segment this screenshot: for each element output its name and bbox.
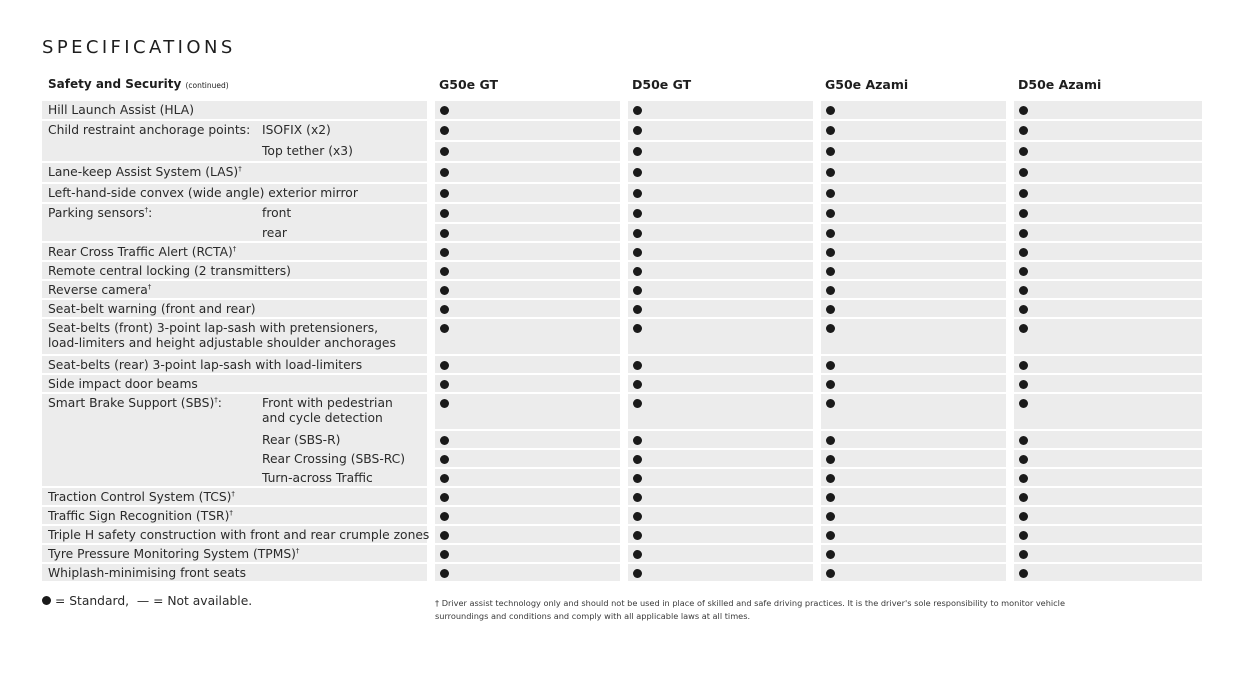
value-cell — [821, 375, 1006, 392]
table-row — [42, 488, 1202, 507]
value-cell — [628, 204, 813, 222]
standard-dot-icon — [1019, 168, 1028, 177]
standard-dot-icon — [42, 596, 51, 605]
standard-dot-icon — [440, 106, 449, 115]
standard-dot-icon — [826, 267, 835, 276]
standard-dot-icon — [826, 361, 835, 370]
value-cell — [821, 163, 1006, 182]
standard-dot-icon — [826, 168, 835, 177]
variant-header-g50e-azami: G50e Azami — [825, 77, 909, 92]
value-cell — [1014, 101, 1202, 119]
value-cell — [435, 375, 620, 392]
standard-dot-icon — [633, 512, 642, 521]
standard-dot-icon — [633, 550, 642, 559]
value-cell — [435, 121, 620, 140]
table-row — [42, 469, 1202, 488]
value-cell — [435, 507, 620, 524]
standard-dot-icon — [440, 248, 449, 257]
standard-dot-icon — [633, 436, 642, 445]
value-cell — [628, 163, 813, 182]
table-row — [42, 281, 1202, 300]
value-cell — [628, 545, 813, 562]
table-row — [42, 243, 1202, 262]
value-cell — [435, 545, 620, 562]
standard-dot-icon — [826, 286, 835, 295]
standard-dot-icon — [633, 267, 642, 276]
feature-label: Smart Brake Support (SBS)†: — [48, 396, 222, 410]
standard-dot-icon — [633, 147, 642, 156]
value-cell — [628, 243, 813, 260]
value-cell — [435, 101, 620, 119]
table-row — [42, 356, 1202, 375]
feature-label: Lane-keep Assist System (LAS)† — [48, 165, 242, 179]
value-cell — [628, 262, 813, 279]
standard-dot-icon — [440, 229, 449, 238]
value-cell — [628, 375, 813, 392]
standard-dot-icon — [1019, 126, 1028, 135]
standard-dot-icon — [1019, 493, 1028, 502]
value-cell — [821, 545, 1006, 562]
standard-dot-icon — [440, 286, 449, 295]
value-cell — [435, 319, 620, 354]
value-cell — [821, 281, 1006, 298]
value-cell — [1014, 488, 1202, 505]
standard-dot-icon — [1019, 229, 1028, 238]
standard-dot-icon — [633, 189, 642, 198]
standard-dot-icon — [826, 550, 835, 559]
standard-dot-icon — [633, 455, 642, 464]
value-cell — [1014, 545, 1202, 562]
standard-dot-icon — [826, 126, 835, 135]
table-row — [42, 204, 1202, 224]
feature-sub-label: Top tether (x3) — [262, 144, 353, 158]
standard-dot-icon — [1019, 399, 1028, 408]
standard-dot-icon — [633, 248, 642, 257]
value-cell — [628, 281, 813, 298]
value-cell — [821, 450, 1006, 467]
standard-dot-icon — [1019, 209, 1028, 218]
standard-dot-icon — [826, 436, 835, 445]
value-cell — [1014, 204, 1202, 222]
value-cell — [435, 394, 620, 429]
standard-dot-icon — [1019, 550, 1028, 559]
legend-standard: = Standard, — [55, 594, 130, 608]
value-cell — [435, 488, 620, 505]
standard-dot-icon — [1019, 324, 1028, 333]
value-cell — [821, 356, 1006, 373]
standard-dot-icon — [440, 493, 449, 502]
table-row — [42, 526, 1202, 545]
feature-sub-label: front — [262, 206, 292, 220]
standard-dot-icon — [440, 474, 449, 483]
table-row — [42, 319, 1202, 356]
value-cell — [628, 300, 813, 317]
value-cell — [1014, 121, 1202, 140]
table-row — [42, 507, 1202, 526]
legend — [42, 594, 252, 608]
value-cell — [821, 101, 1006, 119]
feature-label: Left-hand-side convex (wide angle) exterior mirror — [48, 186, 358, 200]
standard-dot-icon — [440, 147, 449, 156]
value-cell — [1014, 356, 1202, 373]
standard-dot-icon — [440, 569, 449, 578]
value-cell — [1014, 469, 1202, 486]
value-cell — [435, 431, 620, 448]
standard-dot-icon — [633, 531, 642, 540]
standard-dot-icon — [440, 512, 449, 521]
value-cell — [435, 224, 620, 241]
standard-dot-icon — [1019, 512, 1028, 521]
standard-dot-icon — [1019, 436, 1028, 445]
value-cell — [435, 262, 620, 279]
value-cell — [435, 300, 620, 317]
value-cell — [821, 431, 1006, 448]
feature-label: Rear Cross Traffic Alert (RCTA)† — [48, 245, 237, 259]
standard-dot-icon — [1019, 189, 1028, 198]
standard-dot-icon — [826, 209, 835, 218]
feature-label: Traction Control System (TCS)† — [48, 490, 235, 504]
standard-dot-icon — [826, 569, 835, 578]
standard-dot-icon — [440, 168, 449, 177]
value-cell — [628, 488, 813, 505]
value-cell — [435, 142, 620, 161]
table-row — [42, 142, 1202, 163]
standard-dot-icon — [440, 305, 449, 314]
standard-dot-icon — [440, 324, 449, 333]
value-cell — [1014, 224, 1202, 241]
variant-header-d50e-gt: D50e GT — [632, 77, 692, 92]
value-cell — [435, 243, 620, 260]
value-cell — [628, 394, 813, 429]
standard-dot-icon — [633, 361, 642, 370]
standard-dot-icon — [440, 380, 449, 389]
value-cell — [435, 526, 620, 543]
table-row — [42, 545, 1202, 564]
feature-label: Seat-belt warning (front and rear) — [48, 302, 256, 316]
standard-dot-icon — [826, 189, 835, 198]
value-cell — [1014, 243, 1202, 260]
value-cell — [821, 469, 1006, 486]
standard-dot-icon — [440, 531, 449, 540]
value-cell — [821, 142, 1006, 161]
feature-label: Whiplash-minimising front seats — [48, 566, 246, 580]
value-cell — [435, 163, 620, 182]
feature-label: Hill Launch Assist (HLA) — [48, 103, 195, 117]
legend-not-available: — = Not available. — [136, 594, 253, 608]
standard-dot-icon — [633, 229, 642, 238]
standard-dot-icon — [440, 267, 449, 276]
value-cell — [628, 469, 813, 486]
table-row — [42, 101, 1202, 121]
value-cell — [821, 526, 1006, 543]
feature-sub-label: Turn-across Traffic — [262, 471, 373, 485]
section-title: Safety and Security — [48, 77, 182, 91]
value-cell — [628, 507, 813, 524]
standard-dot-icon — [826, 474, 835, 483]
standard-dot-icon — [633, 399, 642, 408]
table-row — [42, 450, 1202, 469]
standard-dot-icon — [1019, 569, 1028, 578]
table-row — [42, 224, 1202, 243]
standard-dot-icon — [633, 126, 642, 135]
standard-dot-icon — [440, 550, 449, 559]
standard-dot-icon — [826, 380, 835, 389]
value-cell — [821, 394, 1006, 429]
standard-dot-icon — [633, 380, 642, 389]
standard-dot-icon — [1019, 248, 1028, 257]
value-cell — [628, 526, 813, 543]
standard-dot-icon — [826, 324, 835, 333]
value-cell — [628, 101, 813, 119]
feature-label: Parking sensors†: — [48, 206, 153, 220]
value-cell — [435, 204, 620, 222]
feature-label: Tyre Pressure Monitoring System (TPMS)† — [48, 547, 300, 561]
value-cell — [1014, 526, 1202, 543]
value-cell — [628, 319, 813, 354]
value-cell — [628, 184, 813, 202]
value-cell — [628, 121, 813, 140]
standard-dot-icon — [1019, 106, 1028, 115]
standard-dot-icon — [826, 106, 835, 115]
table-row — [42, 184, 1202, 204]
variant-header-d50e-azami: D50e Azami — [1018, 77, 1102, 92]
standard-dot-icon — [1019, 305, 1028, 314]
standard-dot-icon — [440, 455, 449, 464]
standard-dot-icon — [826, 399, 835, 408]
standard-dot-icon — [826, 229, 835, 238]
value-cell — [628, 142, 813, 161]
standard-dot-icon — [1019, 361, 1028, 370]
value-cell — [1014, 394, 1202, 429]
feature-sub-label: rear — [262, 226, 287, 240]
value-cell — [628, 431, 813, 448]
feature-label: Seat-belts (front) 3-point lap-sash with pretensioners, load-limiters and height adjustable shoulder anchorages — [48, 321, 396, 350]
table-row — [42, 431, 1202, 450]
standard-dot-icon — [633, 209, 642, 218]
value-cell — [1014, 319, 1202, 354]
table-row — [42, 262, 1202, 281]
standard-dot-icon — [440, 361, 449, 370]
value-cell — [1014, 507, 1202, 524]
table-row — [42, 300, 1202, 319]
standard-dot-icon — [440, 399, 449, 408]
value-cell — [1014, 184, 1202, 202]
standard-dot-icon — [1019, 531, 1028, 540]
standard-dot-icon — [826, 248, 835, 257]
value-cell — [1014, 163, 1202, 182]
standard-dot-icon — [1019, 380, 1028, 389]
value-cell — [821, 300, 1006, 317]
feature-label: Remote central locking (2 transmitters) — [48, 264, 291, 278]
feature-label: Reverse camera† — [48, 283, 152, 297]
value-cell — [1014, 431, 1202, 448]
value-cell — [821, 204, 1006, 222]
standard-dot-icon — [440, 189, 449, 198]
standard-dot-icon — [633, 474, 642, 483]
standard-dot-icon — [633, 106, 642, 115]
standard-dot-icon — [1019, 147, 1028, 156]
feature-label: Triple H safety construction with front and rear crumple zones — [48, 528, 430, 542]
value-cell — [1014, 142, 1202, 161]
value-cell — [821, 243, 1006, 260]
standard-dot-icon — [826, 455, 835, 464]
value-cell — [1014, 262, 1202, 279]
standard-dot-icon — [1019, 455, 1028, 464]
section-note: (continued) — [185, 81, 229, 90]
standard-dot-icon — [633, 305, 642, 314]
feature-label: Traffic Sign Recognition (TSR)† — [48, 509, 233, 523]
value-cell — [821, 319, 1006, 354]
value-cell — [435, 184, 620, 202]
value-cell — [435, 281, 620, 298]
standard-dot-icon — [1019, 267, 1028, 276]
standard-dot-icon — [633, 569, 642, 578]
table-row — [42, 375, 1202, 394]
feature-sub-label: Rear (SBS-R) — [262, 433, 341, 447]
standard-dot-icon — [440, 209, 449, 218]
table-row — [42, 564, 1202, 583]
standard-dot-icon — [826, 531, 835, 540]
table-row — [42, 121, 1202, 142]
standard-dot-icon — [1019, 474, 1028, 483]
value-cell — [1014, 375, 1202, 392]
standard-dot-icon — [440, 436, 449, 445]
standard-dot-icon — [826, 512, 835, 521]
standard-dot-icon — [1019, 286, 1028, 295]
feature-sub-label: Front with pedestrian and cycle detection — [262, 396, 393, 425]
value-cell — [435, 469, 620, 486]
standard-dot-icon — [633, 324, 642, 333]
standard-dot-icon — [633, 168, 642, 177]
value-cell — [1014, 281, 1202, 298]
section-header — [48, 77, 229, 91]
table-row — [42, 394, 1202, 431]
standard-dot-icon — [440, 126, 449, 135]
standard-dot-icon — [826, 305, 835, 314]
value-cell — [628, 564, 813, 581]
feature-label: Child restraint anchorage points: — [48, 123, 251, 137]
value-cell — [821, 121, 1006, 140]
feature-sub-label: ISOFIX (x2) — [262, 123, 331, 137]
feature-label: Seat-belts (rear) 3-point lap-sash with load-limiters — [48, 358, 363, 372]
table-row — [42, 163, 1202, 184]
standard-dot-icon — [826, 493, 835, 502]
value-cell — [628, 450, 813, 467]
value-cell — [1014, 300, 1202, 317]
feature-sub-label: Rear Crossing (SBS-RC) — [262, 452, 406, 466]
value-cell — [435, 356, 620, 373]
standard-dot-icon — [633, 286, 642, 295]
value-cell — [821, 507, 1006, 524]
value-cell — [821, 262, 1006, 279]
footnote: † Driver assist technology only and should not be used in place of skilled and safe driving practices. It is the driver's sole responsibility to monitor vehicle surroundings and conditions and comply with all applicable laws at all times. — [435, 598, 1065, 621]
standard-dot-icon — [826, 147, 835, 156]
value-cell — [821, 184, 1006, 202]
standard-dot-icon — [633, 493, 642, 502]
variant-header-g50e-gt: G50e GT — [439, 77, 499, 92]
value-cell — [821, 488, 1006, 505]
value-cell — [628, 356, 813, 373]
page-title: SPECIFICATIONS — [42, 37, 236, 58]
value-cell — [435, 450, 620, 467]
value-cell — [821, 224, 1006, 241]
value-cell — [628, 224, 813, 241]
feature-label: Side impact door beams — [48, 377, 198, 391]
value-cell — [821, 564, 1006, 581]
value-cell — [435, 564, 620, 581]
value-cell — [1014, 450, 1202, 467]
value-cell — [1014, 564, 1202, 581]
